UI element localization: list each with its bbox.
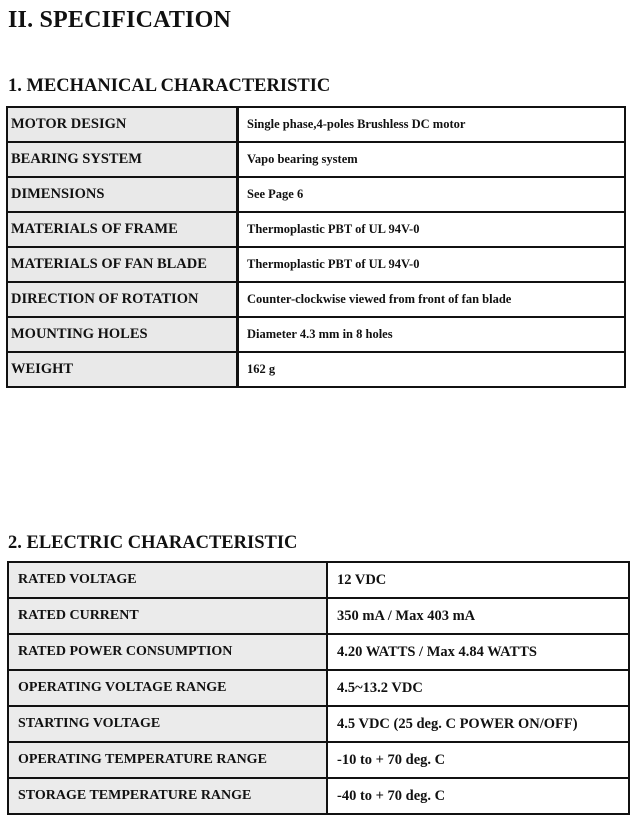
mechanical-spec-table xyxy=(6,106,626,388)
spec-value: 4.20 WATTS / Max 4.84 WATTS xyxy=(327,634,629,670)
spec-value: 12 VDC xyxy=(327,562,629,598)
spec-value: Single phase,4-poles Brushless DC motor xyxy=(238,107,626,142)
spec-label: STORAGE TEMPERATURE RANGE xyxy=(8,778,327,814)
spec-label: OPERATING VOLTAGE RANGE xyxy=(8,670,327,706)
table-row xyxy=(7,282,625,317)
electric-spec-table xyxy=(7,561,630,815)
table-row xyxy=(8,562,629,598)
spec-value: Diameter 4.3 mm in 8 holes xyxy=(238,317,626,352)
spec-label: STARTING VOLTAGE xyxy=(8,706,327,742)
spec-value: Thermoplastic PBT of UL 94V-0 xyxy=(238,212,626,247)
page-title: II. SPECIFICATION xyxy=(8,7,231,33)
table-row xyxy=(7,352,625,387)
spec-value: -10 to + 70 deg. C xyxy=(327,742,629,778)
table-row xyxy=(8,706,629,742)
table-row xyxy=(8,670,629,706)
spec-label: MATERIALS OF FRAME xyxy=(7,212,238,247)
table-row xyxy=(7,177,625,212)
table-row xyxy=(8,778,629,814)
spec-value: Thermoplastic PBT of UL 94V-0 xyxy=(238,247,626,282)
spec-value: 350 mA / Max 403 mA xyxy=(327,598,629,634)
spec-label: BEARING SYSTEM xyxy=(7,142,238,177)
spec-value: Vapo bearing system xyxy=(238,142,626,177)
spec-label: MOUNTING HOLES xyxy=(7,317,238,352)
spec-label: RATED CURRENT xyxy=(8,598,327,634)
spec-label: RATED POWER CONSUMPTION xyxy=(8,634,327,670)
table-row xyxy=(8,742,629,778)
table-row xyxy=(8,598,629,634)
table-row xyxy=(7,142,625,177)
spec-value: See Page 6 xyxy=(238,177,626,212)
spec-label: DIMENSIONS xyxy=(7,177,238,212)
spec-value: 4.5 VDC (25 deg. C POWER ON/OFF) xyxy=(327,706,629,742)
electric-heading: 2. ELECTRIC CHARACTERISTIC xyxy=(8,533,298,553)
mechanical-heading: 1. MECHANICAL CHARACTERISTIC xyxy=(8,76,331,96)
spec-label: OPERATING TEMPERATURE RANGE xyxy=(8,742,327,778)
spec-value: -40 to + 70 deg. C xyxy=(327,778,629,814)
spec-label: DIRECTION OF ROTATION xyxy=(7,282,238,317)
spec-label: MOTOR DESIGN xyxy=(7,107,238,142)
spec-value: 4.5~13.2 VDC xyxy=(327,670,629,706)
table-row xyxy=(8,634,629,670)
spec-label: WEIGHT xyxy=(7,352,238,387)
table-row xyxy=(7,212,625,247)
spec-label: RATED VOLTAGE xyxy=(8,562,327,598)
table-row xyxy=(7,247,625,282)
spec-value: Counter-clockwise viewed from front of fan blade xyxy=(238,282,626,317)
table-row xyxy=(7,107,625,142)
table-row xyxy=(7,317,625,352)
spec-value: 162 g xyxy=(238,352,626,387)
spec-label: MATERIALS OF FAN BLADE xyxy=(7,247,238,282)
